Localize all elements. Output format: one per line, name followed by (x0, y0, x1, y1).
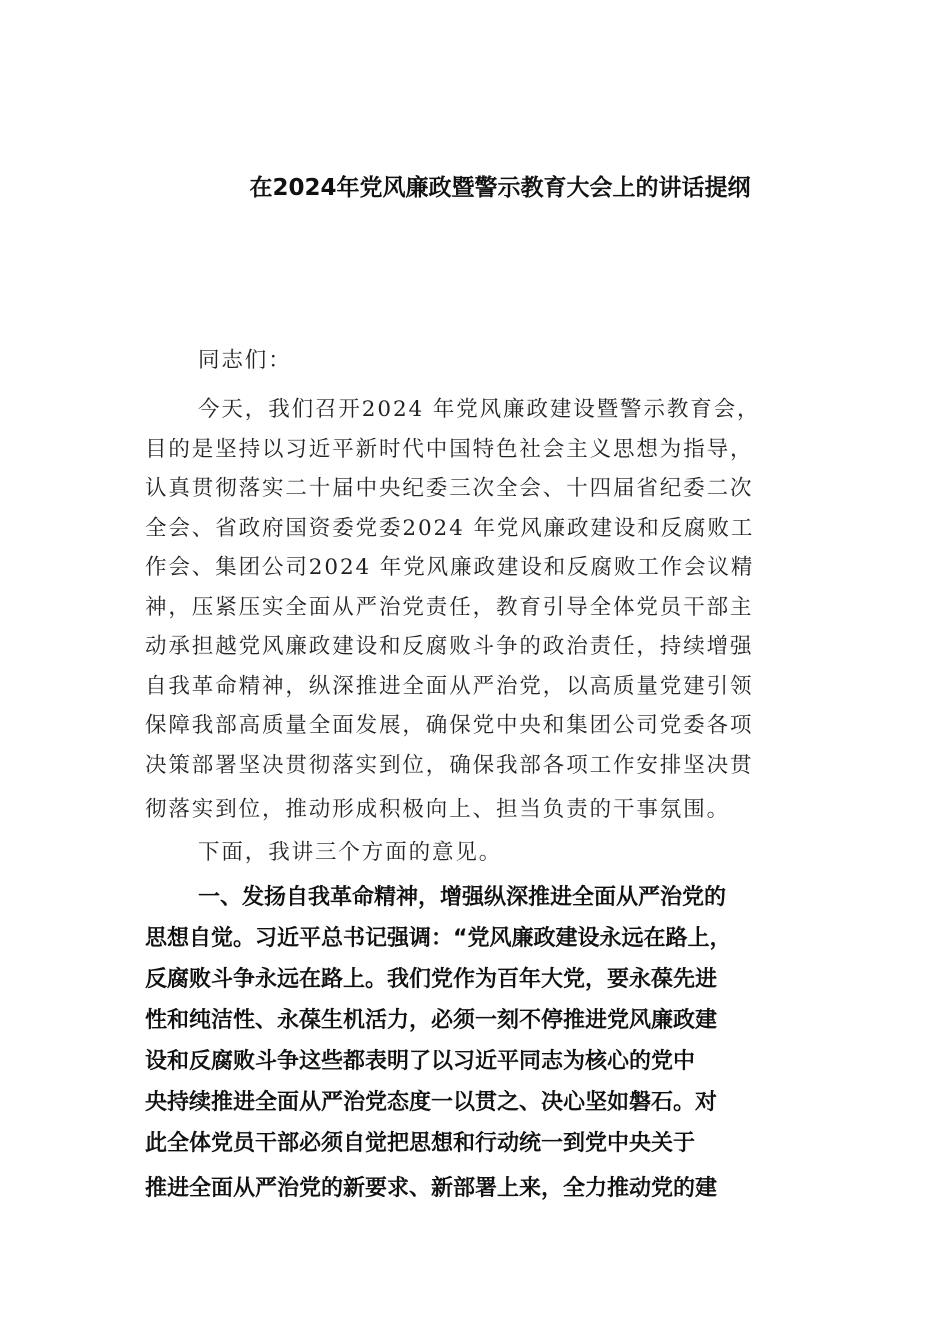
section-line: 思想自觉。习近平总书记强调：“党风廉政建设永远在路上， (145, 926, 732, 951)
section-line: 性和纯洁性、永葆生机活力，必须一刻不停推进党风廉政建 (145, 1008, 718, 1033)
paragraph-line: 自我革命精神，纵深推进全面从严治党，以高质量党建引领 (145, 673, 754, 699)
section-line: 此全体党员干部必须自觉把思想和行动统一到党中央关于 (145, 1131, 696, 1156)
paragraph-transition: 下面，我讲三个方面的意见。 (198, 840, 503, 865)
salutation: 同志们： (198, 348, 292, 373)
paragraph-opening (145, 390, 810, 830)
document-title: 在2024年党风廉政暨警示教育大会上的讲话提纲 (249, 175, 751, 201)
section-line: 设和反腐败斗争这些都表明了以习近平同志为核心的党中 (145, 1049, 696, 1074)
paragraph-line: 决策部署坚决贯彻落实到位，确保我部各项工作安排坚决贯 (145, 752, 754, 778)
section-line: 央持续推进全面从严治党态度一以贯之、决心坚如磐石。对 (145, 1090, 718, 1115)
paragraph-line: 全会、省政府国资委党委2024 年党风廉政建设和反腐败工 (145, 515, 755, 541)
section-heading-line: 一、发扬自我革命精神，增强纵深推进全面从严治党的 (198, 885, 727, 910)
paragraph-line: 保障我部高质量全面发展，确保党中央和集团公司党委各项 (145, 713, 754, 738)
paragraph-line: 目的是坚持以习近平新时代中国特色社会主义思想为指导， (145, 436, 754, 462)
paragraph-line: 神，压紧压实全面从严治党责任，教育引导全体党员干部主 (145, 594, 754, 620)
paragraph-line: 今天，我们召开2024 年党风廉政建设暨警示教育会， (198, 397, 761, 422)
paragraph-line: 作会、集团公司2024 年党风廉政建设和反腐败工作会议精 (145, 555, 755, 580)
section-one (145, 877, 810, 1209)
paragraph-line: 彻落实到位，推动形成积极向上、担当负责的干事氛围。 (145, 797, 731, 822)
paragraph-line: 动承担越党风廉政建设和反腐败斗争的政治责任，持续增强 (145, 634, 754, 659)
section-line: 推进全面从严治党的新要求、新部署上来，全力推动党的建 (145, 1176, 718, 1201)
paragraph-line: 认真贯彻落实二十届中央纪委三次全会、十四届省纪委二次 (145, 476, 754, 501)
section-line: 反腐败斗争永远在路上。我们党作为百年大党，要永葆先进 (145, 967, 718, 992)
